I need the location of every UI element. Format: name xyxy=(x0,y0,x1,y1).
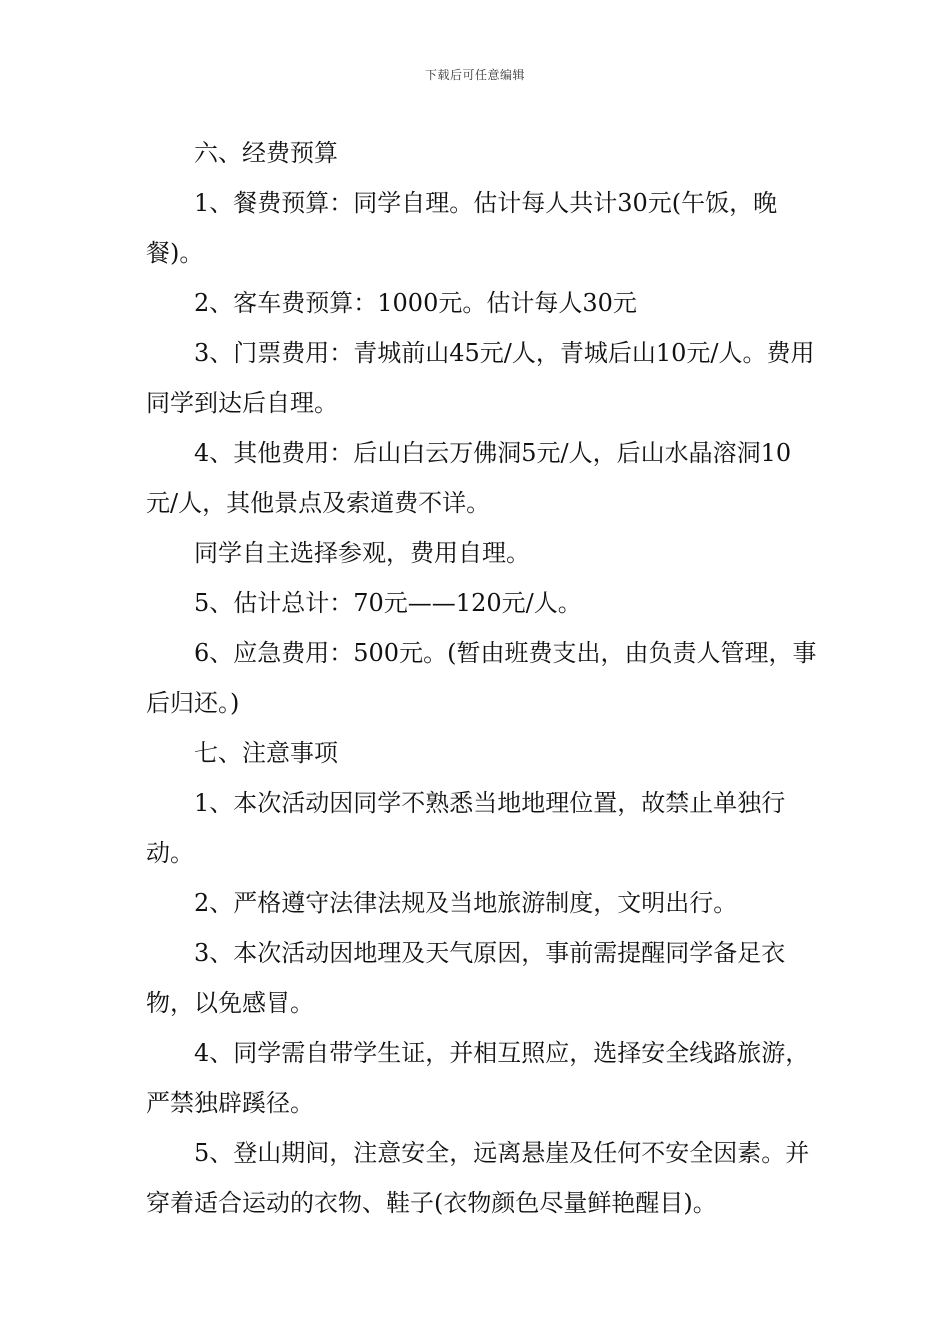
section-heading-budget: 六、经费预算 xyxy=(194,139,338,167)
paragraph-note-3: 3、本次活动因地理及天气原因，事前需提醒同学备足衣物，以免感冒。 xyxy=(146,939,786,1017)
paragraph-note-1: 1、本次活动因同学不熟悉当地地理位置，故禁止单独行动。 xyxy=(146,789,786,867)
paragraph-optional-visit: 同学自主选择参观，费用自理。 xyxy=(194,539,530,567)
paragraph-meal-budget: 1、餐费预算：同学自理。估计每人共计30元(午饭，晚餐)。 xyxy=(146,189,778,267)
paragraph-note-4: 4、同学需自带学生证，并相互照应，选择安全线路旅游，严禁独辟蹊径。 xyxy=(146,1039,810,1117)
section-heading-notes: 七、注意事项 xyxy=(194,739,338,767)
page-header: 下载后可任意编辑 xyxy=(424,68,525,82)
paragraph-other-cost: 4、其他费用：后山白云万佛洞5元/人，后山水晶溶洞10元/人，其他景点及索道费不详。 xyxy=(146,439,792,517)
paragraph-total-estimate: 5、估计总计：70元——120元/人。 xyxy=(194,589,582,617)
document-body xyxy=(146,128,818,1228)
paragraph-note-5: 5、登山期间，注意安全，远离悬崖及任何不安全因素。并穿着适合运动的衣物、鞋子(衣物颜色尽量鲜艳醒目)。 xyxy=(146,1139,810,1217)
paragraph-note-2: 2、严格遵守法律法规及当地旅游制度，文明出行。 xyxy=(194,889,738,917)
paragraph-ticket-cost: 3、门票费用：青城前山45元/人，青城后山10元/人。费用同学到达后自理。 xyxy=(146,339,815,417)
paragraph-emergency-fund: 6、应急费用：500元。(暂由班费支出，由负责人管理，事后归还。) xyxy=(146,639,817,717)
paragraph-bus-budget: 2、客车费预算：1000元。估计每人30元 xyxy=(194,289,637,317)
